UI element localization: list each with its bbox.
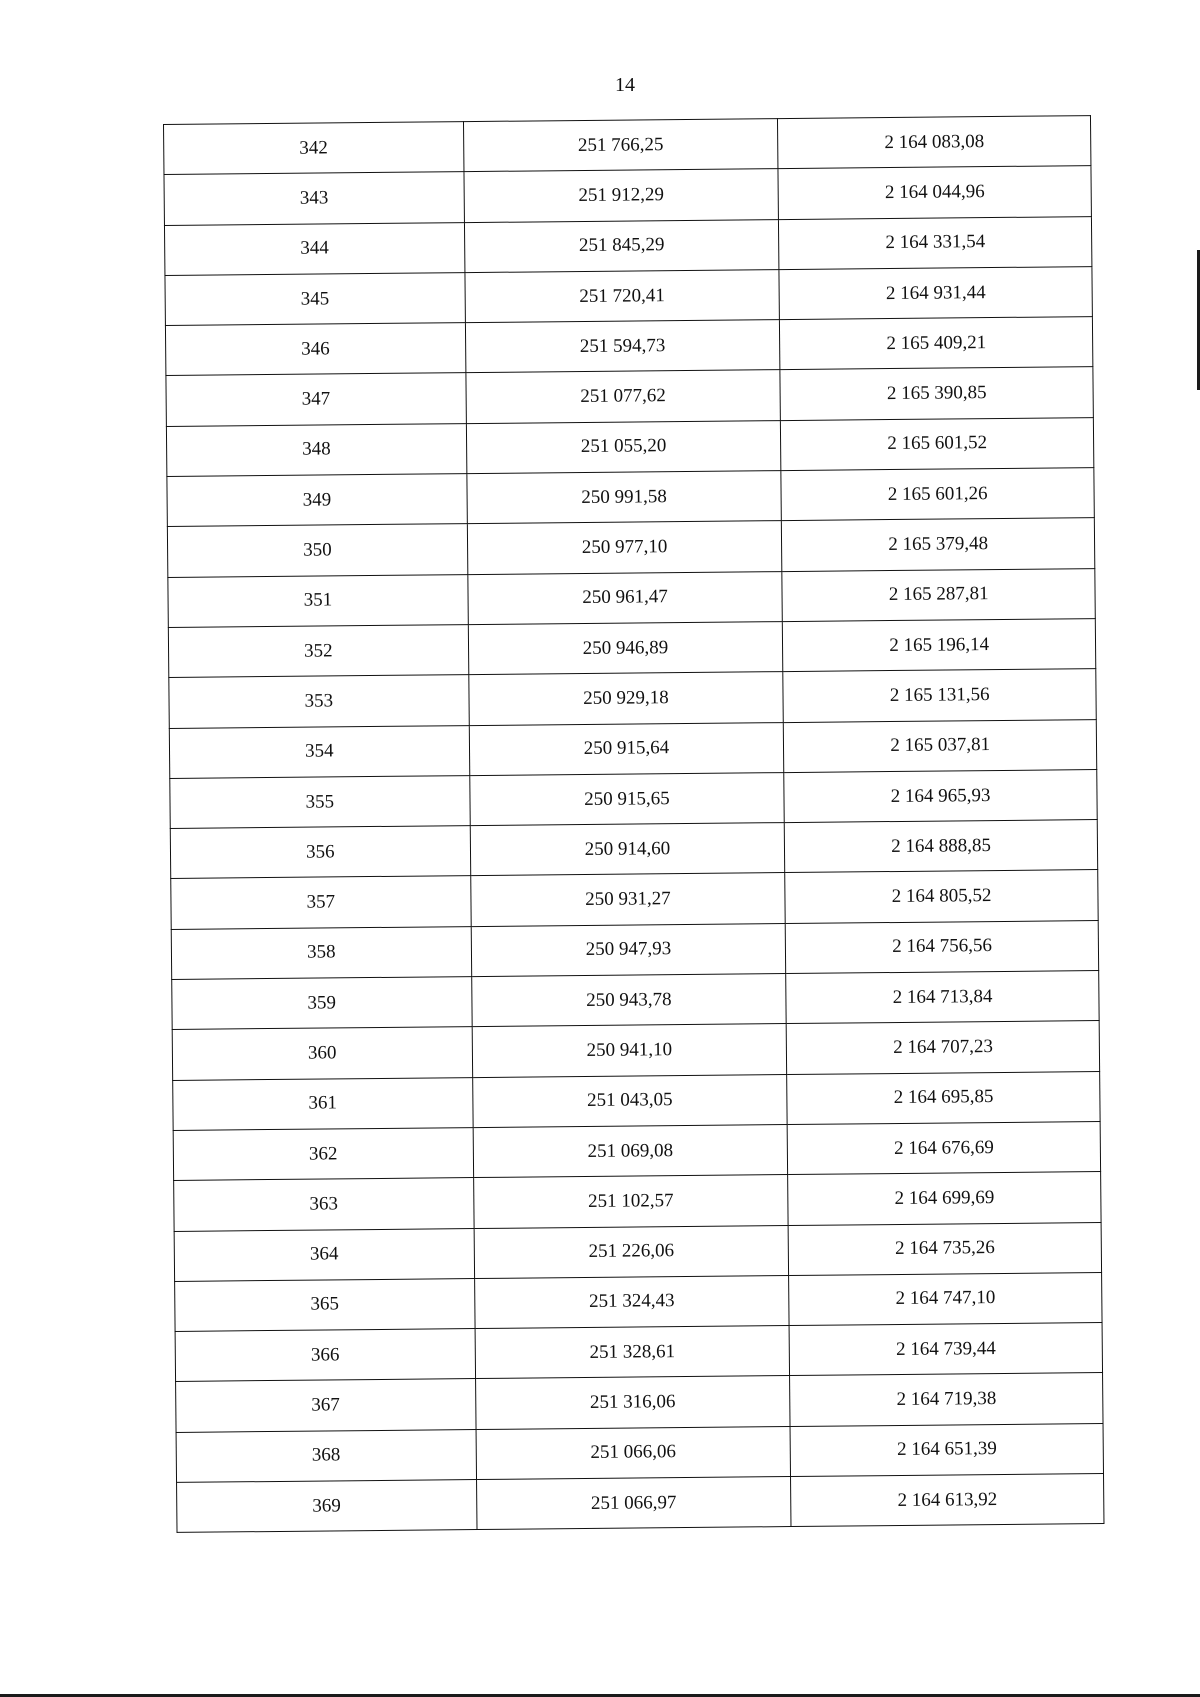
x-coordinate-cell: 250 946,89 xyxy=(468,622,783,675)
point-number-cell: 345 xyxy=(165,273,465,326)
table-row xyxy=(167,468,1094,527)
point-number-cell: 368 xyxy=(176,1429,476,1482)
point-number-cell: 366 xyxy=(175,1329,475,1382)
x-coordinate-cell: 250 915,64 xyxy=(469,722,784,775)
y-coordinate-cell: 2 164 613,92 xyxy=(791,1474,1104,1527)
table-row xyxy=(166,367,1093,426)
x-coordinate-cell: 251 102,57 xyxy=(473,1175,788,1228)
x-coordinate-cell: 250 915,65 xyxy=(469,772,784,825)
y-coordinate-cell: 2 164 707,23 xyxy=(786,1021,1099,1074)
point-number-cell: 350 xyxy=(167,524,467,577)
table-row xyxy=(172,1021,1099,1080)
point-number-cell: 369 xyxy=(177,1480,477,1533)
x-coordinate-cell: 251 069,08 xyxy=(473,1124,788,1177)
x-coordinate-cell: 250 977,10 xyxy=(467,521,782,574)
table-row xyxy=(171,920,1098,979)
point-number-cell: 365 xyxy=(175,1278,475,1331)
y-coordinate-cell: 2 164 719,38 xyxy=(790,1373,1103,1426)
y-coordinate-cell: 2 164 965,93 xyxy=(784,769,1097,822)
table-row xyxy=(174,1172,1101,1231)
point-number-cell: 342 xyxy=(164,122,464,175)
y-coordinate-cell: 2 165 037,81 xyxy=(784,719,1097,772)
table-row xyxy=(173,1121,1100,1180)
point-number-cell: 357 xyxy=(171,876,471,929)
y-coordinate-cell: 2 164 747,10 xyxy=(789,1272,1102,1325)
table-row xyxy=(164,216,1091,275)
point-number-cell: 344 xyxy=(164,222,464,275)
x-coordinate-cell: 250 941,10 xyxy=(472,1024,787,1077)
x-coordinate-cell: 250 929,18 xyxy=(468,672,783,725)
point-number-cell: 362 xyxy=(173,1128,473,1181)
y-coordinate-cell: 2 164 735,26 xyxy=(788,1222,1101,1275)
table-row xyxy=(175,1323,1102,1382)
y-coordinate-cell: 2 164 044,96 xyxy=(778,166,1091,219)
y-coordinate-cell: 2 164 739,44 xyxy=(789,1323,1102,1376)
y-coordinate-cell: 2 165 196,14 xyxy=(783,619,1096,672)
y-coordinate-cell: 2 164 651,39 xyxy=(790,1423,1103,1476)
x-coordinate-cell: 250 931,27 xyxy=(470,873,785,926)
x-coordinate-cell: 250 947,93 xyxy=(471,923,786,976)
table-row xyxy=(177,1474,1104,1533)
point-number-cell: 360 xyxy=(172,1027,472,1080)
x-coordinate-cell: 251 594,73 xyxy=(465,320,780,373)
y-coordinate-cell: 2 165 379,48 xyxy=(782,518,1095,571)
table-row xyxy=(175,1272,1102,1331)
point-number-cell: 363 xyxy=(174,1178,474,1231)
point-number-cell: 367 xyxy=(176,1379,476,1432)
table-row xyxy=(171,870,1098,929)
coordinates-table xyxy=(163,115,1104,1533)
x-coordinate-cell: 251 328,61 xyxy=(475,1326,790,1379)
y-coordinate-cell: 2 164 756,56 xyxy=(785,920,1098,973)
table-row xyxy=(174,1222,1101,1281)
y-coordinate-cell: 2 164 931,44 xyxy=(779,266,1092,319)
point-number-cell: 348 xyxy=(166,423,466,476)
coordinates-table-body xyxy=(164,116,1104,1533)
table-row xyxy=(170,769,1097,828)
x-coordinate-cell: 251 845,29 xyxy=(464,219,779,272)
point-number-cell: 351 xyxy=(168,574,468,627)
table-row xyxy=(169,669,1096,728)
point-number-cell: 358 xyxy=(171,926,471,979)
y-coordinate-cell: 2 164 695,85 xyxy=(787,1071,1100,1124)
y-coordinate-cell: 2 164 888,85 xyxy=(785,820,1098,873)
x-coordinate-cell: 251 226,06 xyxy=(474,1225,789,1278)
y-coordinate-cell: 2 164 713,84 xyxy=(786,971,1099,1024)
page-number: 14 xyxy=(615,74,635,96)
x-coordinate-cell: 250 961,47 xyxy=(467,571,782,624)
x-coordinate-cell: 251 066,97 xyxy=(476,1477,791,1530)
point-number-cell: 354 xyxy=(169,725,469,778)
point-number-cell: 347 xyxy=(166,373,466,426)
table-row xyxy=(173,1071,1100,1130)
x-coordinate-cell: 250 991,58 xyxy=(466,471,781,524)
point-number-cell: 346 xyxy=(165,323,465,376)
point-number-cell: 349 xyxy=(167,474,467,527)
point-number-cell: 364 xyxy=(174,1228,474,1281)
y-coordinate-cell: 2 165 131,56 xyxy=(783,669,1096,722)
table-row xyxy=(170,820,1097,879)
table-row xyxy=(165,266,1092,325)
x-coordinate-cell: 251 720,41 xyxy=(465,269,780,322)
table-row xyxy=(176,1373,1103,1432)
y-coordinate-cell: 2 165 601,52 xyxy=(781,417,1094,470)
table-row xyxy=(164,116,1091,175)
y-coordinate-cell: 2 165 601,26 xyxy=(781,468,1094,521)
table-row xyxy=(168,568,1095,627)
y-coordinate-cell: 2 165 390,85 xyxy=(780,367,1093,420)
point-number-cell: 352 xyxy=(168,625,468,678)
table-row xyxy=(168,619,1095,678)
x-coordinate-cell: 251 077,62 xyxy=(466,370,781,423)
x-coordinate-cell: 251 316,06 xyxy=(475,1376,790,1429)
point-number-cell: 356 xyxy=(170,826,470,879)
x-coordinate-cell: 251 043,05 xyxy=(472,1074,787,1127)
table-row xyxy=(167,518,1094,577)
table-row xyxy=(166,417,1093,476)
point-number-cell: 359 xyxy=(172,977,472,1030)
x-coordinate-cell: 251 066,06 xyxy=(476,1426,791,1479)
x-coordinate-cell: 251 324,43 xyxy=(474,1275,789,1328)
y-coordinate-cell: 2 164 083,08 xyxy=(778,116,1091,169)
y-coordinate-cell: 2 164 805,52 xyxy=(785,870,1098,923)
y-coordinate-cell: 2 165 409,21 xyxy=(780,317,1093,370)
y-coordinate-cell: 2 165 287,81 xyxy=(782,568,1095,621)
y-coordinate-cell: 2 164 676,69 xyxy=(787,1121,1100,1174)
point-number-cell: 343 xyxy=(164,172,464,225)
x-coordinate-cell: 251 912,29 xyxy=(464,169,779,222)
table-row xyxy=(169,719,1096,778)
point-number-cell: 355 xyxy=(170,775,470,828)
x-coordinate-cell: 251 055,20 xyxy=(466,420,781,473)
table-row xyxy=(164,166,1091,225)
y-coordinate-cell: 2 164 699,69 xyxy=(788,1172,1101,1225)
x-coordinate-cell: 251 766,25 xyxy=(463,119,778,172)
point-number-cell: 353 xyxy=(169,675,469,728)
table-row xyxy=(165,317,1092,376)
table-row xyxy=(172,971,1099,1030)
x-coordinate-cell: 250 914,60 xyxy=(470,823,785,876)
table-row xyxy=(176,1423,1103,1482)
y-coordinate-cell: 2 164 331,54 xyxy=(779,216,1092,269)
x-coordinate-cell: 250 943,78 xyxy=(471,974,786,1027)
point-number-cell: 361 xyxy=(173,1077,473,1130)
